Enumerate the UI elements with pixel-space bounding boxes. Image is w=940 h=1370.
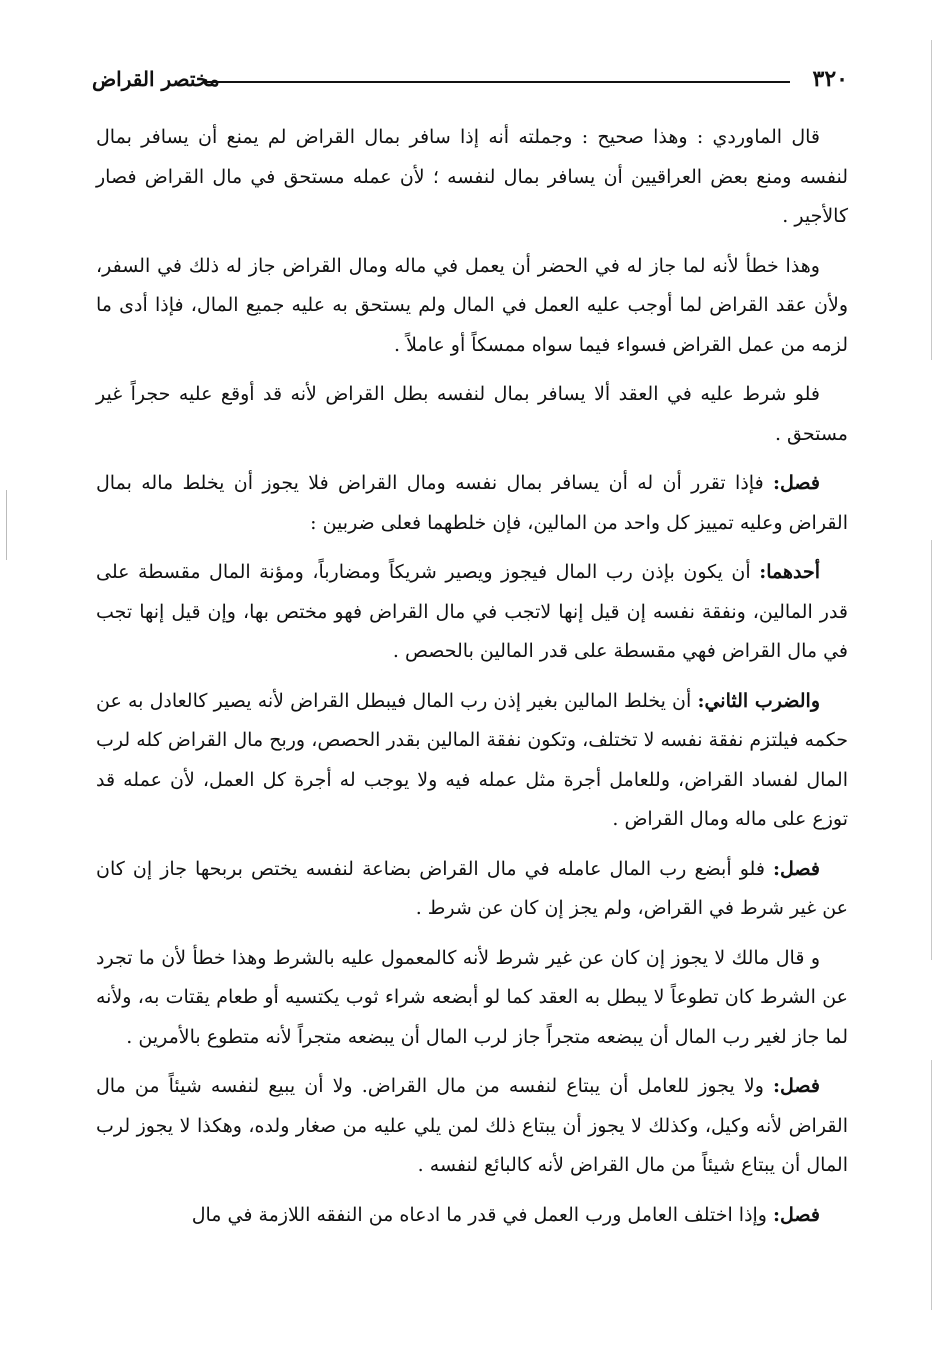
scan-edge-mark: [931, 1060, 932, 1310]
paragraph-lead: فصل:: [773, 1203, 820, 1226]
paragraph: [96, 1067, 848, 1186]
paragraph-lead: أحدهما:: [759, 561, 820, 583]
paragraph-text: فلو أبضع رب المال عامله في مال القراض بضاعة لنفسه يختص بربحها جاز إن كان عن غير شرط في القراض، ولم يجز إن كان عن شرط .: [96, 857, 848, 919]
paragraph: [96, 247, 848, 366]
page-number: ٣٢٠: [812, 66, 848, 92]
paragraph-lead: فصل:: [773, 472, 820, 494]
paragraph: [96, 118, 848, 237]
paragraph: [96, 375, 848, 454]
page-body: [96, 118, 848, 1245]
paragraph-text: ولا يجوز للعامل أن يبتاع لنفسه من مال القراض. ولا أن يبيع لنفسه شيئاً من مال القراض لأنه وكيل، وكذلك لا يجوز أن يبتاع ذلك لمن يلي عليه من صغار ولده، وهكذا لا يجوز لرب المال أن يبتاع شيئاً من مال القراض لأنه كالبائع لنفسه .: [96, 1075, 848, 1176]
paragraph-lead: والضرب الثاني:: [697, 689, 820, 712]
paragraph-text: وهذا خطأ لأنه لما جاز له في الحضر أن يعمل في ماله ومال القراض جاز له ذلك في السفر، ولأن عقد القراض لما أوجب عليه العمل في المال ولم يستحق به عليه جميع المال، فإذا أدى ما لزمه من عمل القراض فسواء فيما سواه ممسكاً أو عاملاً .: [96, 254, 848, 356]
scan-edge-mark: [931, 40, 932, 360]
paragraph-lead: فصل:: [773, 1075, 820, 1097]
paragraph: [96, 553, 848, 672]
paragraph-text: وإذا اختلف العامل ورب العمل في قدر ما ادعاه من النفقه اللازمة في مال: [191, 1203, 774, 1226]
scan-edge-mark: [6, 490, 7, 560]
paragraph: [96, 682, 848, 840]
paragraph-text: أن يخلط المالين بغير إذن رب المال فيبطل القراض لأنه يصير كالعادل به عن حكمه فيلتزم نفقة نفسه لا تختلف، وتكون نفقة المالين بقدر الحصص، وربح مال القراض كله لرب المال لفساد القراض، وللعامل أجرة مثل عمله فيه ولا يوجب له أجرة كل العمل، لأن عمله قد توزع على ماله ومال القراض .: [96, 689, 848, 830]
paragraph-lead: فصل:: [773, 857, 820, 880]
header-rule: [204, 81, 790, 83]
paragraph-text: فإذا تقرر أن له أن يسافر بمال نفسه ومال القراض فلا يجوز أن يخلط ماله بمال القراض وعليه تمييز كل واحد من المالين، فإن خلطهما فعلى ضربين :: [96, 472, 848, 534]
paragraph: [96, 939, 848, 1058]
paragraph: [96, 850, 848, 929]
paragraph-text: فلو شرط عليه في العقد ألا يسافر بمال لنفسه بطل القراض لأنه قد أوقع عليه حجراً غير مستحق .: [96, 383, 848, 445]
paragraph-text: أن يكون بإذن رب المال فيجوز ويصير شريكاً ومضارباً، ومؤنة المال مقسطة على قدر المالين، ونفقة نفسه إن قيل إنها لاتجب في مال القراض فهو مختص بها، وإن قيل إنها تجب في مال القراض فهي مقسطة على قدر المالين بالحصص .: [96, 561, 848, 662]
paragraph-text: قال الماوردي : وهذا صحيح : وجملته أنه إذا سافر بمال القراض لم يمنع أن يسافر بمال لنفسه ومنع بعض العراقيين أن يسافر بمال لنفسه ؛ لأن عمله مستحق في مال القراض فصار كالأجير .: [96, 126, 848, 227]
scan-edge-mark: [931, 540, 932, 960]
paragraph-text: و قال مالك لا يجوز إن كان عن غير شرط لأنه كالمعمول عليه بالشرط وهذا خطأ لأن ما تجرد عن الشرط كان تطوعاً لا يبطل به العقد كما لو أبضعه شراء ثوب يكتسيه أو طعام يقتات به، ولأنه لما جاز لغير رب المال أن يبضعه متجراً جاز لرب المال أن يبضعه متجراً لأنه متطوع بالأمرين .: [96, 946, 848, 1048]
paragraph: [96, 1196, 848, 1236]
paragraph: [96, 464, 848, 543]
running-title: مختصر القراض: [92, 67, 220, 91]
page-header: [92, 64, 848, 100]
